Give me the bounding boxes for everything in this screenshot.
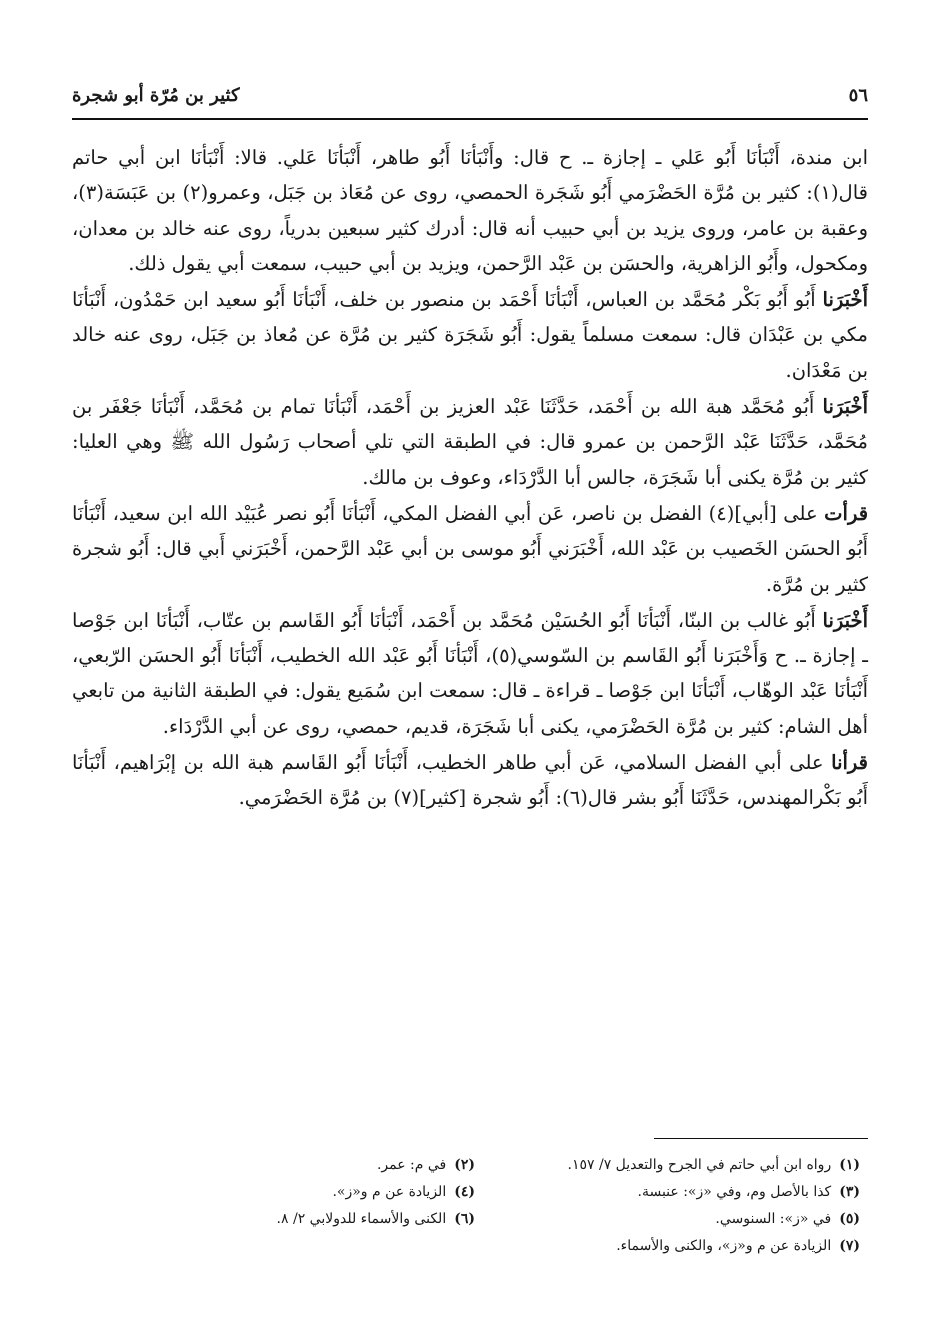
paragraph-text: أَبُو مُحَمَّد هبة الله بن أَحْمَد، حَدَّثَنَا عَبْد العزيز بن أَحْمَد، أَنْبَأنَا تمام بن مُحَمَّد، أَنْبَأنَا جَعْفَر بن مُحَمَّد، حَدَّثَنَا عَبْد الرَّحمن بن عمرو قال: في الطبقة التي تلي أصحاب رَسُول الله ﷺ وهي العليا: كثير بن مُرَّة يكنى أبا شَجَرَة، جالس أبا الدَّرْدَاء، وعوف بن مالك. — [72, 395, 868, 489]
footnote-text: الزيادة عن م و«ز». — [332, 1184, 447, 1200]
footnote-row — [90, 1179, 860, 1206]
paragraph — [72, 140, 868, 281]
paragraph-lead: أَخْبَرَنا — [822, 608, 868, 632]
footnote-number: (١) — [839, 1157, 860, 1173]
footnote-text: رواه ابن أبي حاتم في الجرح والتعديل ٧/ ١٥٧. — [567, 1157, 832, 1173]
footnote — [475, 1206, 860, 1233]
footnote-text: الزيادة عن م و«ز»، والكنى والأسماء. — [616, 1238, 832, 1254]
footnote-number: (٤) — [454, 1184, 475, 1200]
paragraph-text: ابن مندة، أَنْبَأنَا أَبُو عَلي ـ إجازة ـ. ح قال: وأَنْبَأنَا أَبُو طاهر، أَنْبَأنَا عَلي. قالا: أَنْبَأنَا ابن أبي حاتم قال(١): كثير بن مُرَّة الحَضْرَمي أَبُو شَجَرة الحمصي، روى عن مُعَاذ بن جَبَل، وعمرو(٢) بن عَبَسَة(٣)، وعقبة بن عامر، وروى يزيد بن أبي حبيب أنه قال: أدرك كثير سبعين بدرياً، روى عنه خالد بن معدان، ومكحول، وأَبُو الزاهرية، والحسَن بن عَبْد الرَّحمن، ويزيد بن أبي حبيب، سمعت أبي يقول ذلك. — [72, 146, 868, 275]
footnote-number: (٣) — [839, 1184, 860, 1200]
footnote — [90, 1206, 475, 1233]
paragraph-text: أَبُو أَبُو بَكْر مُحَمَّد بن العباس، أَنْبَأنَا أَحْمَد بن منصور بن خلف، أَنْبَأنَا أَبُو سعيد ابن حَمْدُون، أَنْبَأنَا مكي بن عَبْدَان قال: سمعت مسلماً يقول: أَبُو شَجَرَة كثير بن مُرَّة عن مُعاذ بن جَبَل، روى عنه خالد بن مَعْدَان. — [72, 288, 868, 382]
paragraph-lead: قرأت — [824, 501, 869, 525]
page-number: ٥٦ — [848, 84, 868, 106]
footnote-number: (٥) — [839, 1211, 860, 1227]
footnote-rule — [654, 1138, 868, 1139]
footnote — [475, 1152, 860, 1179]
footnote — [475, 1233, 860, 1260]
paragraph-lead: أَخْبَرَنا — [822, 395, 868, 419]
main-text — [72, 140, 868, 817]
paragraph-text: على [أبي](٤) الفضل بن ناصر، عَن أبي الفضل المكي، أَنْبَأنَا أَبُو نصر عُبَيْد الله ابن سعيد، أَنْبَأنَا أَبُو الحسَن الخَصيب بن عَبْد الله، أَخْبَرَني أَبُو موسى بن أبي عَبْد الرَّحمن، أَخْبَرَني أَبي قال: أَبُو شجرة كثير بن مُرَّة. — [72, 501, 868, 596]
paragraph — [72, 745, 868, 816]
footnote-number: (٢) — [454, 1157, 475, 1173]
footnote-text: في م: عمر. — [376, 1157, 447, 1173]
footnotes — [90, 1152, 860, 1260]
paragraph-lead: قرأنا — [831, 751, 868, 775]
footnote-row — [90, 1152, 860, 1179]
paragraph — [72, 603, 868, 744]
footnote-row — [90, 1206, 860, 1233]
running-title: كثير بن مُرّة أبو شجرة — [72, 84, 240, 106]
paragraph — [72, 389, 868, 495]
footnote — [475, 1179, 860, 1206]
footnote-number: (٧) — [839, 1238, 860, 1254]
paragraph — [72, 496, 868, 602]
paragraph-lead: أَخْبَرَنا — [822, 288, 868, 312]
footnote-number: (٦) — [454, 1211, 475, 1227]
footnote-text: كذا بالأصل وم، وفي «ز»: عنبسة. — [637, 1184, 832, 1200]
footnote-row — [90, 1233, 860, 1260]
footnote — [90, 1152, 475, 1179]
footnote-text: الكنى والأسماء للدولابي ٢/ ٨. — [276, 1211, 447, 1227]
header-rule — [72, 118, 868, 120]
footnote-text: في «ز»: السنوسي. — [715, 1211, 832, 1227]
paragraph — [72, 282, 868, 388]
paragraph-text: على أبي الفضل السلامي، عَن أبي طاهر الخطيب، أَنْبَأنَا أَبُو القَاسم هبة الله بن إبْرَاهيم، أَنْبَأنَا أَبُو بَكْرالمهندس، حَدَّثَنَا أَبُو بشر قال(٦): أَبُو شجرة [كثير](٧) بن مُرَّة الحَضْرَمي. — [72, 751, 868, 810]
footnote — [90, 1179, 475, 1206]
running-header — [72, 80, 868, 110]
paragraph-text: أَبُو غالب بن البنّا، أَنْبَأنَا أَبُو الحُسَيْن مُحَمَّد بن أَحْمَد، أَنْبَأنَا أَبُو القَاسم بن عتّاب، أَنْبَأنَا ابن جَوْصا ـ إجازة ـ. ح وَأَخْبَرَنا أَبُو القَاسم بن السّوسي(٥)، أَنْبَأنَا أَبُو عَبْد الله الخطيب، أَنْبَأنَا أَبُو الحسَن الرّبعي، أَنْبَأنَا عَبْد الوهّاب، أَنْبَأنَا ابن جَوْصا ـ قراءة ـ قال: سمعت ابن سُمَيع يقول: في الطبقة الثانية من تابعي أهل الشام: كثير بن مُرَّة الحَضْرَمي، يكنى أبا شَجَرَة، قديم، حمصي، روى عن أبي الدَّرْدَاء. — [71, 608, 868, 738]
